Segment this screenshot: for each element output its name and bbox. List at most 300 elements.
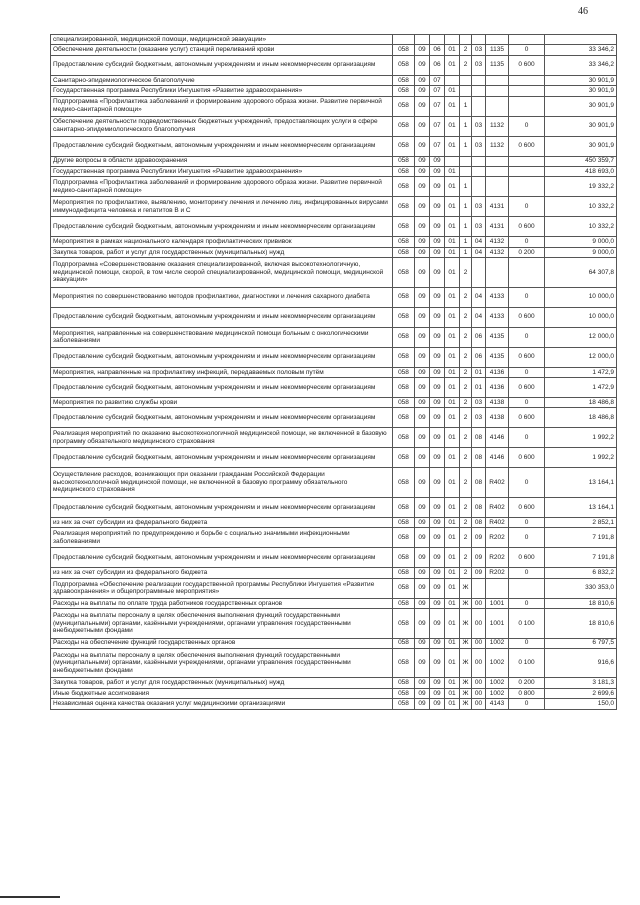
cell-program: 01 [445,166,460,176]
cell-expense: R202 [486,528,509,548]
cell-amount: 2 699,6 [545,688,617,698]
cell-expense [486,578,509,598]
cell-subprogram: 1 [460,116,472,136]
cell-subprogram: 1 [460,136,472,156]
cell-ministry: 058 [393,307,415,327]
cell-amount: 450 359,7 [545,156,617,166]
table-row [51,258,617,288]
cell-direction: 04 [472,287,486,307]
scan-edge-line [0,896,60,898]
cell-amount: 6 797,5 [545,638,617,648]
cell-ministry: 058 [393,448,415,468]
cell-name: Иные бюджетные ассигнования [51,688,393,698]
cell-kind [509,96,545,116]
cell-amount: 7 191,8 [545,548,617,568]
cell-expense: R402 [486,497,509,517]
cell-name: Закупка товаров, работ и услуг для государственных (муниципальных) нужд [51,678,393,688]
cell-ministry: 058 [393,166,415,176]
cell-subsection: 09 [430,247,445,257]
cell-kind: 0 100 [509,609,545,639]
cell-name: Расходы на выплаты по оплате труда работников государственных органов [51,598,393,608]
cell-expense: 4132 [486,237,509,247]
cell-amount: 30 901,9 [545,86,617,96]
cell-name: Государственная программа Республики Ингушетия «Развитие здравоохранения» [51,166,393,176]
cell-subprogram: 2 [460,497,472,517]
table-row [51,517,617,527]
cell-direction: 00 [472,648,486,678]
cell-subprogram: Ж [460,578,472,598]
cell-ministry: 058 [393,217,415,237]
cell-program [445,75,460,85]
cell-subsection: 06 [430,45,445,55]
cell-name: из них за счет субсидии из федерального бюджета [51,517,393,527]
cell-direction [472,35,486,45]
cell-direction: 03 [472,116,486,136]
cell-subsection: 09 [430,568,445,578]
cell-subprogram: Ж [460,638,472,648]
cell-ministry [393,35,415,45]
table-row [51,609,617,639]
cell-kind: 0 [509,598,545,608]
cell-program: 01 [445,548,460,568]
cell-subprogram: 2 [460,367,472,377]
cell-name: Мероприятия по развитию службы крови [51,398,393,408]
cell-amount: 64 307,8 [545,258,617,288]
cell-subprogram: 1 [460,177,472,197]
cell-expense: 1001 [486,609,509,639]
table-row [51,86,617,96]
cell-subprogram [460,75,472,85]
cell-subprogram: 2 [460,528,472,548]
cell-subsection: 09 [430,177,445,197]
table-row [51,136,617,156]
table-row [51,55,617,75]
cell-kind: 0 [509,568,545,578]
cell-name: Предоставление субсидий бюджетным, автономным учреждениям и иным некоммерческим организациям [51,448,393,468]
cell-subsection: 09 [430,327,445,347]
cell-kind: 0 [509,517,545,527]
cell-subprogram: 2 [460,347,472,367]
cell-subprogram: 2 [460,327,472,347]
cell-direction: 09 [472,568,486,578]
cell-expense [486,96,509,116]
cell-expense: R202 [486,568,509,578]
table-row [51,35,617,45]
cell-program: 01 [445,578,460,598]
cell-program: 01 [445,497,460,517]
cell-kind: 0 600 [509,347,545,367]
cell-name: Предоставление субсидий бюджетным, автономным учреждениям и иным некоммерческим организациям [51,378,393,398]
cell-program: 01 [445,136,460,156]
cell-direction: 06 [472,347,486,367]
cell-amount: 18 486,8 [545,408,617,428]
cell-ministry: 058 [393,156,415,166]
cell-direction: 00 [472,699,486,709]
cell-program: 01 [445,468,460,498]
cell-kind [509,35,545,45]
cell-kind: 0 [509,528,545,548]
cell-ministry: 058 [393,548,415,568]
cell-expense: 4135 [486,347,509,367]
cell-program: 01 [445,307,460,327]
cell-name: Предоставление субсидий бюджетным, автономным учреждениям и иным некоммерческим организациям [51,408,393,428]
cell-direction: 03 [472,136,486,156]
cell-subsection: 07 [430,136,445,156]
cell-program: 01 [445,638,460,648]
cell-direction: 00 [472,598,486,608]
cell-direction: 01 [472,367,486,377]
cell-subprogram: 2 [460,307,472,327]
cell-expense: 4131 [486,217,509,237]
cell-section: 09 [415,307,430,327]
cell-amount: 9 000,0 [545,247,617,257]
cell-section: 09 [415,75,430,85]
cell-subprogram: Ж [460,678,472,688]
cell-subsection: 09 [430,217,445,237]
cell-section: 09 [415,116,430,136]
cell-subprogram [460,35,472,45]
cell-subsection: 09 [430,287,445,307]
table-row [51,378,617,398]
cell-kind [509,156,545,166]
cell-ministry: 058 [393,136,415,156]
cell-amount: 10 332,2 [545,197,617,217]
cell-amount: 33 346,2 [545,55,617,75]
cell-name: Санитарно-эпидемиологическое благополучие [51,75,393,85]
cell-section: 09 [415,55,430,75]
cell-ministry: 058 [393,598,415,608]
cell-subsection: 09 [430,528,445,548]
cell-program: 01 [445,678,460,688]
table-row [51,45,617,55]
cell-subsection: 09 [430,648,445,678]
cell-direction [472,86,486,96]
cell-ministry: 058 [393,517,415,527]
cell-amount: 18 810,6 [545,598,617,608]
cell-name: Предоставление субсидий бюджетным, автономным учреждениям и иным некоммерческим организациям [51,497,393,517]
cell-ministry: 058 [393,367,415,377]
cell-expense: 4133 [486,287,509,307]
cell-subprogram: 2 [460,55,472,75]
cell-section: 09 [415,347,430,367]
cell-subsection: 06 [430,55,445,75]
cell-subprogram: 2 [460,517,472,527]
cell-name: Расходы на выплаты персоналу в целях обеспечения выполнения функций государственными (муниципальными) органами, казёнными учреждениями, органами управления государственными внебюджетными фондами [51,609,393,639]
cell-ministry: 058 [393,258,415,288]
cell-kind [509,177,545,197]
cell-kind [509,166,545,176]
cell-ministry: 058 [393,55,415,75]
cell-program: 01 [445,247,460,257]
cell-section: 09 [415,638,430,648]
cell-direction: 06 [472,327,486,347]
cell-subsection: 09 [430,428,445,448]
cell-kind: 0 [509,428,545,448]
cell-kind: 0 600 [509,307,545,327]
cell-kind: 0 200 [509,247,545,257]
cell-program [445,35,460,45]
cell-direction [472,258,486,288]
cell-amount: 13 164,1 [545,497,617,517]
cell-kind: 0 [509,638,545,648]
cell-expense [486,177,509,197]
cell-amount: 10 000,0 [545,307,617,327]
cell-expense: R402 [486,468,509,498]
cell-subprogram: 2 [460,568,472,578]
cell-amount: 9 000,0 [545,237,617,247]
cell-subprogram: 1 [460,237,472,247]
cell-name: Предоставление субсидий бюджетным, автономным учреждениям и иным некоммерческим организациям [51,136,393,156]
cell-name: Расходы на обеспечение функций государственных органов [51,638,393,648]
cell-kind: 0 [509,197,545,217]
cell-direction: 00 [472,638,486,648]
cell-program: 01 [445,528,460,548]
cell-subprogram: 2 [460,468,472,498]
cell-program: 01 [445,398,460,408]
cell-ministry: 058 [393,428,415,448]
cell-subsection: 09 [430,678,445,688]
cell-subprogram: 2 [460,408,472,428]
cell-direction [472,166,486,176]
table-row [51,648,617,678]
cell-section: 09 [415,86,430,96]
table-row [51,638,617,648]
cell-section: 09 [415,448,430,468]
cell-kind: 0 800 [509,688,545,698]
cell-section: 09 [415,548,430,568]
cell-name: Другие вопросы в области здравоохранения [51,156,393,166]
cell-section: 09 [415,648,430,678]
cell-subprogram: 2 [460,287,472,307]
cell-expense: 4135 [486,327,509,347]
cell-section: 09 [415,156,430,166]
table-row [51,598,617,608]
cell-direction [472,177,486,197]
cell-direction: 08 [472,428,486,448]
table-row [51,116,617,136]
table-row [51,528,617,548]
cell-kind: 0 200 [509,678,545,688]
cell-kind [509,75,545,85]
cell-direction: 01 [472,378,486,398]
cell-expense: R202 [486,548,509,568]
cell-name: Закупка товаров, работ и услуг для государственных (муниципальных) нужд [51,247,393,257]
cell-section: 09 [415,517,430,527]
cell-expense: 4138 [486,398,509,408]
table-row [51,468,617,498]
cell-section: 09 [415,598,430,608]
cell-subprogram: Ж [460,609,472,639]
cell-section: 09 [415,166,430,176]
cell-name: Реализация мероприятий по оказанию высокотехнологичной медицинской помощи, не включенной в базовую программу обязательного медицинского страхования [51,428,393,448]
cell-kind: 0 [509,45,545,55]
cell-subsection: 09 [430,156,445,166]
cell-ministry: 058 [393,197,415,217]
cell-amount: 1 472,9 [545,378,617,398]
cell-subsection: 09 [430,197,445,217]
cell-direction: 09 [472,548,486,568]
cell-program: 01 [445,428,460,448]
cell-subsection: 09 [430,688,445,698]
cell-section: 09 [415,217,430,237]
cell-amount: 18 486,8 [545,398,617,408]
cell-direction [472,75,486,85]
cell-section: 09 [415,367,430,377]
cell-amount: 30 901,9 [545,75,617,85]
cell-name: Предоставление субсидий бюджетным, автономным учреждениям и иным некоммерческим организациям [51,307,393,327]
cell-kind: 0 [509,699,545,709]
cell-program: 01 [445,237,460,247]
cell-ministry: 058 [393,327,415,347]
cell-ministry: 058 [393,408,415,428]
cell-name: Осуществление расходов, возникающих при оказании гражданам Российской Федерации высокотехнологичной медицинской помощи, не включенной в базовую программу обязательного медицинского страхования [51,468,393,498]
cell-section: 09 [415,96,430,116]
cell-program: 01 [445,96,460,116]
cell-subprogram: 2 [460,548,472,568]
cell-ministry: 058 [393,568,415,578]
cell-name: Мероприятия по профилактике, выявлению, мониторингу лечения и лечению лиц, инфицированных вирусами иммунодефицита человека и гепатитов В и С [51,197,393,217]
cell-amount: 19 332,2 [545,177,617,197]
cell-section [415,35,430,45]
cell-expense: 4146 [486,448,509,468]
cell-subsection: 09 [430,258,445,288]
cell-program: 01 [445,688,460,698]
table-row [51,247,617,257]
cell-expense: 1135 [486,55,509,75]
cell-ministry: 058 [393,688,415,698]
cell-program: 01 [445,699,460,709]
cell-subprogram: 2 [460,258,472,288]
cell-kind: 0 600 [509,217,545,237]
cell-subprogram: Ж [460,598,472,608]
cell-kind: 0 600 [509,378,545,398]
cell-amount: 2 852,1 [545,517,617,527]
cell-kind: 0 [509,116,545,136]
cell-name: Предоставление субсидий бюджетным, автономным учреждениям и иным некоммерческим организациям [51,55,393,75]
cell-direction: 08 [472,468,486,498]
table-row [51,497,617,517]
cell-expense: 1002 [486,638,509,648]
cell-program: 01 [445,217,460,237]
cell-direction: 03 [472,45,486,55]
cell-subsection: 09 [430,398,445,408]
cell-ministry: 058 [393,75,415,85]
cell-name: Предоставление субсидий бюджетным, автономным учреждениям и иным некоммерческим организациям [51,548,393,568]
cell-kind: 0 600 [509,548,545,568]
cell-direction: 03 [472,408,486,428]
cell-subprogram: 2 [460,398,472,408]
cell-name: Предоставление субсидий бюджетным, автономным учреждениям и иным некоммерческим организациям [51,347,393,367]
table-row [51,307,617,327]
cell-name: Мероприятия, направленные на совершенствование медицинской помощи больным с онкологическими заболеваниями [51,327,393,347]
cell-program: 01 [445,258,460,288]
table-row [51,287,617,307]
cell-ministry: 058 [393,247,415,257]
cell-section: 09 [415,678,430,688]
cell-name: Расходы на выплаты персоналу в целях обеспечения выполнения функций государственными (муниципальными) органами, казёнными учреждениями, органами управления государственными внебюджетными фондами [51,648,393,678]
cell-subsection: 07 [430,86,445,96]
cell-subsection: 09 [430,367,445,377]
cell-program [445,156,460,166]
cell-direction: 09 [472,528,486,548]
table-row [51,166,617,176]
cell-direction: 00 [472,609,486,639]
cell-direction: 04 [472,247,486,257]
page-number: 46 [578,6,588,17]
table-row [51,688,617,698]
cell-expense: 4133 [486,307,509,327]
cell-ministry: 058 [393,609,415,639]
cell-section: 09 [415,468,430,498]
cell-amount: 30 901,9 [545,116,617,136]
table-row [51,197,617,217]
cell-expense: R402 [486,517,509,527]
cell-section: 09 [415,688,430,698]
cell-program: 01 [445,448,460,468]
table-row [51,428,617,448]
table-row [51,96,617,116]
cell-subsection: 09 [430,408,445,428]
cell-ministry: 058 [393,237,415,247]
cell-expense: 1132 [486,116,509,136]
cell-expense: 1132 [486,136,509,156]
cell-program: 01 [445,367,460,377]
table-row [51,568,617,578]
cell-subsection: 09 [430,448,445,468]
cell-name: Подпрограмма «Обеспечение реализации государственной программы Республики Ингушетия «Развитие здравоохранения» и общепрограммные мероприятия» [51,578,393,598]
cell-program: 01 [445,116,460,136]
cell-subprogram: 1 [460,217,472,237]
cell-ministry: 058 [393,578,415,598]
cell-subprogram [460,156,472,166]
cell-subsection [430,35,445,45]
cell-expense: 4131 [486,197,509,217]
cell-program: 01 [445,347,460,367]
cell-expense [486,258,509,288]
cell-amount: 12 000,0 [545,347,617,367]
cell-kind: 0 100 [509,648,545,678]
cell-subsection: 09 [430,468,445,498]
cell-program: 01 [445,177,460,197]
table-row [51,578,617,598]
budget-table [50,34,617,710]
table-row [51,699,617,709]
cell-name: специализированной, медицинской помощи, медицинской эвакуации» [51,35,393,45]
cell-program: 01 [445,408,460,428]
cell-direction: 08 [472,448,486,468]
cell-expense: 1135 [486,45,509,55]
cell-ministry: 058 [393,45,415,55]
cell-subprogram: 2 [460,45,472,55]
cell-section: 09 [415,258,430,288]
cell-amount: 12 000,0 [545,327,617,347]
cell-amount: 18 810,6 [545,609,617,639]
cell-section: 09 [415,408,430,428]
table-row [51,678,617,688]
cell-subprogram: Ж [460,699,472,709]
cell-name: Подпрограмма «Совершенствование оказания специализированной, включая высокотехнологичную, медицинской помощи, скорой, в том числе скорой специализированной, медицинской помощи, медицинской эвакуации» [51,258,393,288]
cell-section: 09 [415,609,430,639]
table-row [51,156,617,166]
cell-subprogram: Ж [460,648,472,678]
cell-subprogram: 2 [460,428,472,448]
cell-name: Обеспечение деятельности (оказание услуг) станций переливаний крови [51,45,393,55]
cell-expense: 1002 [486,688,509,698]
cell-subprogram: 1 [460,247,472,257]
cell-subsection: 09 [430,699,445,709]
cell-name: Мероприятия по совершенствованию методов профилактики, диагностики и лечения сахарного диабета [51,287,393,307]
cell-name: Предоставление субсидий бюджетным, автономным учреждениям и иным некоммерческим организациям [51,217,393,237]
